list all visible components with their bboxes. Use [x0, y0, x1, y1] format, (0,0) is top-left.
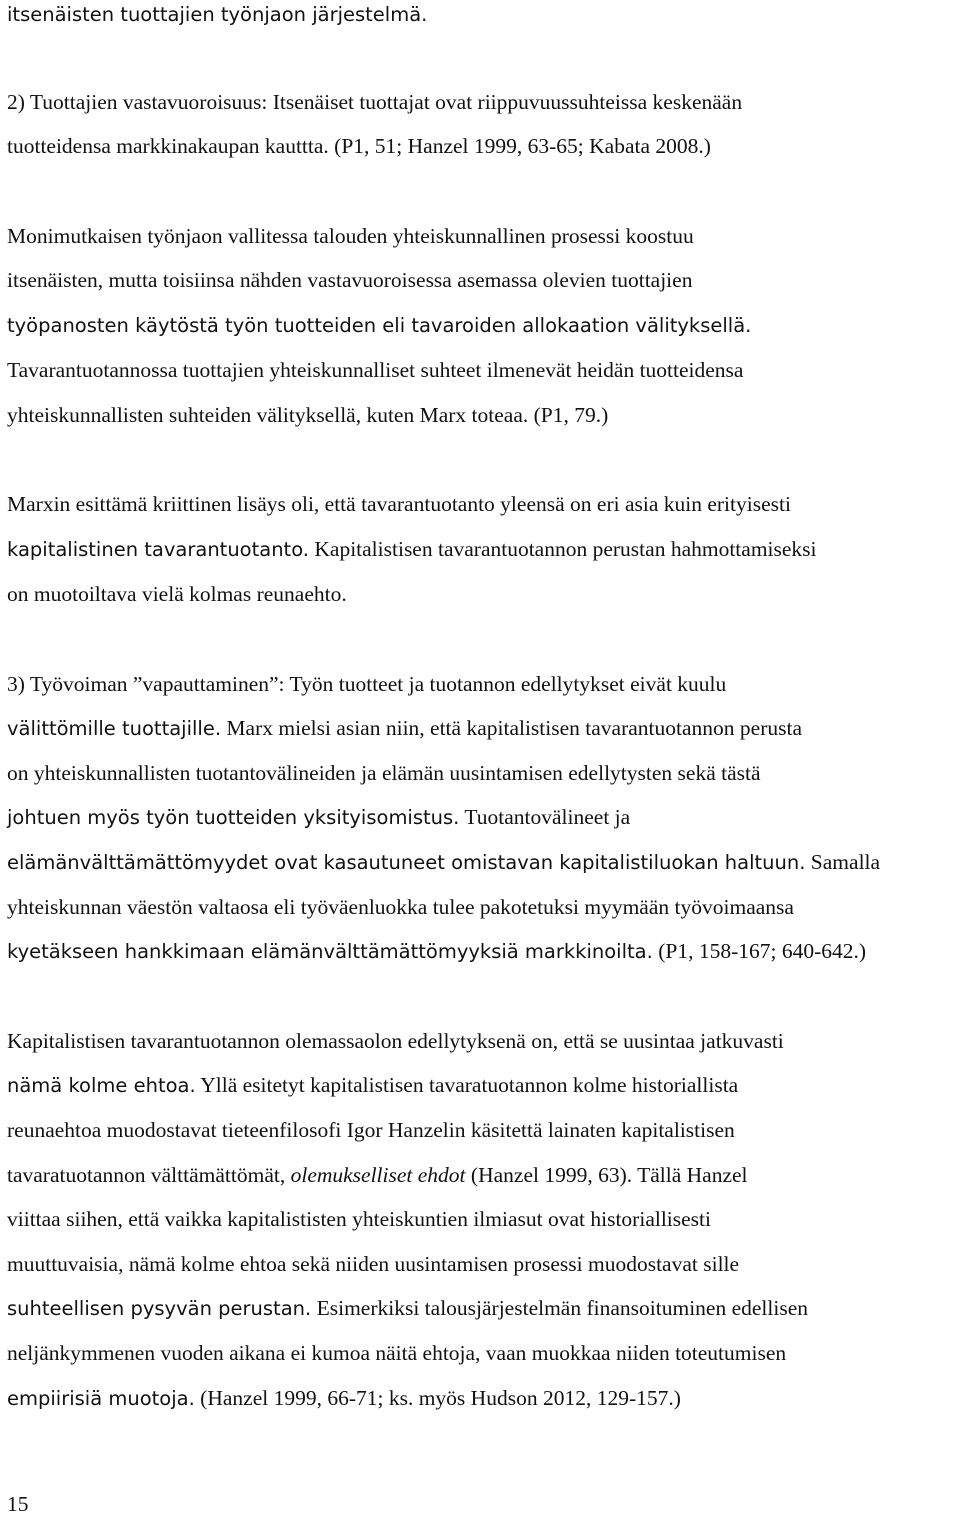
text-segment: Tavarantuotannossa tuottajien yhteiskunnalliset suhteet ilmenevät heidän tuotteidensa	[7, 358, 744, 382]
text-line	[7, 1027, 784, 1055]
text-line	[7, 803, 630, 832]
text-segment: Marxin esittämä kriittinen lisäys oli, että tavarantuotanto yleensä on eri asia kuin erityisesti	[7, 492, 791, 516]
text-segment: Kapitalistisen tavarantuotannon olemassaolon edellytyksenä on, että se uusintaa jatkuvasti	[7, 1029, 784, 1053]
text-segment: (Hanzel 1999, 66-71; ks. myös Hudson 2012, 129-157.)	[194, 1386, 681, 1410]
text-line	[7, 356, 743, 384]
text-segment: työpanosten käytöstä työn tuotteiden eli tavaroiden allokaation välityksellä.	[7, 314, 752, 337]
page-number: 15	[7, 1492, 29, 1516]
text-segment: nämä kolme ehtoa.	[7, 1074, 196, 1097]
text-segment: on muotoiltava vielä kolmas reunaehto.	[7, 582, 347, 606]
text-segment: elämänvälttämättömyydet ovat kasautuneet omistavan kapitalistiluokan haltuun.	[7, 851, 806, 874]
text-segment: johtuen myös työn tuotteiden yksityisomistus.	[7, 806, 460, 829]
text-segment: reunaehtoa muodostavat tieteenfilosofi Igor Hanzelin käsitettä lainaten kapitalistisen	[7, 1118, 735, 1142]
text-segment: tavaratuotannon välttämättömät,	[7, 1163, 291, 1187]
text-line	[7, 535, 817, 564]
text-segment: empiirisiä muotoja.	[7, 1387, 195, 1410]
text-line	[7, 1250, 739, 1278]
text-segment: tuotteidensa markkinakaupan kauttta. (P1, 51; Hanzel 1999, 63-65; Kabata 2008.)	[7, 134, 711, 158]
text-segment: muuttuvaisia, nämä kolme ehtoa sekä niiden uusintamisen prosessi muodostavat sille	[7, 1252, 740, 1276]
text-line	[7, 88, 742, 116]
text-segment: (Hanzel 1999, 63).	[465, 1163, 633, 1187]
text-line	[7, 1339, 786, 1367]
text-segment: Esimerkiksi talousjärjestelmän finansoituminen edellisen	[311, 1296, 808, 1320]
text-segment: itsenäisten tuottajien työnjaon järjestelmä.	[7, 3, 428, 26]
text-segment: Monimutkaisen työnjaon vallitessa talouden yhteiskunnallinen prosessi koostuu	[7, 224, 694, 248]
text-line	[7, 266, 692, 294]
text-line	[7, 0, 427, 29]
text-line	[7, 401, 608, 429]
text-line	[7, 893, 794, 921]
text-segment: yhteiskunnan väestön valtaosa eli työväenluokka tulee pakotetuksi myymään työvoimaansa	[7, 895, 794, 919]
text-segment: neljänkymmenen vuoden aikana ei kumoa näitä ehtoja, vaan muokkaa niiden toteutumisen	[7, 1341, 787, 1365]
text-segment: Tällä Hanzel	[632, 1163, 748, 1187]
text-line	[7, 1384, 681, 1413]
text-line	[7, 490, 791, 518]
text-line	[7, 1205, 711, 1233]
text-segment: Tuotantovälineet ja	[459, 805, 631, 829]
text-line	[7, 1116, 735, 1144]
text-line	[7, 1294, 808, 1323]
text-segment: itsenäisten, mutta toisiinsa nähden vastavuoroisessa asemassa olevien tuottajien	[7, 268, 693, 292]
text-segment: 2) Tuottajien vastavuoroisuus: Itsenäiset tuottajat ovat riippuvuussuhteissa keskenään	[7, 90, 743, 114]
text-segment: kyetäkseen hankkimaan elämänvälttämättömyyksiä markkinoilta.	[7, 940, 653, 963]
text-segment: yhteiskunnallisten suhteiden välityksellä, kuten Marx toteaa. (P1, 79.)	[7, 403, 609, 427]
text-line	[7, 1161, 748, 1189]
text-segment: kapitalistinen tavarantuotanto.	[7, 538, 309, 561]
text-segment: suhteellisen pysyvän perustan.	[7, 1297, 312, 1320]
text-line	[7, 311, 751, 340]
text-segment: 3) Työvoiman ”vapauttaminen”: Työn tuotteet ja tuotannon edellytykset eivät kuulu	[7, 672, 727, 696]
text-segment: viittaa siihen, että vaikka kapitalististen yhteiskuntien ilmiasut ovat historiallisesti	[7, 1207, 711, 1231]
italic-term: olemukselliset ehdot	[290, 1163, 466, 1187]
text-segment: on yhteiskunnallisten tuotantovälineiden ja elämän uusintamisen edellytysten sekä tästä	[7, 761, 761, 785]
text-segment: Yllä esitetyt kapitalistisen tavaratuotannon kolme historiallista	[195, 1073, 739, 1097]
text-line	[7, 580, 347, 608]
text-segment: (P1, 158-167; 640-642.)	[652, 939, 867, 963]
text-line	[7, 714, 802, 743]
text-line	[7, 759, 761, 787]
text-line	[7, 1071, 738, 1100]
text-line	[7, 132, 711, 160]
text-segment: Kapitalistisen tavarantuotannon perustan hahmottamiseksi	[309, 537, 817, 561]
text-segment: Samalla	[805, 850, 881, 874]
text-line	[7, 222, 694, 250]
text-line	[7, 670, 726, 698]
text-segment: välittömille tuottajille.	[7, 717, 222, 740]
text-segment: Marx mielsi asian niin, että kapitalistisen tavarantuotannon perusta	[221, 716, 802, 740]
text-line	[7, 848, 880, 877]
text-line	[7, 937, 866, 966]
